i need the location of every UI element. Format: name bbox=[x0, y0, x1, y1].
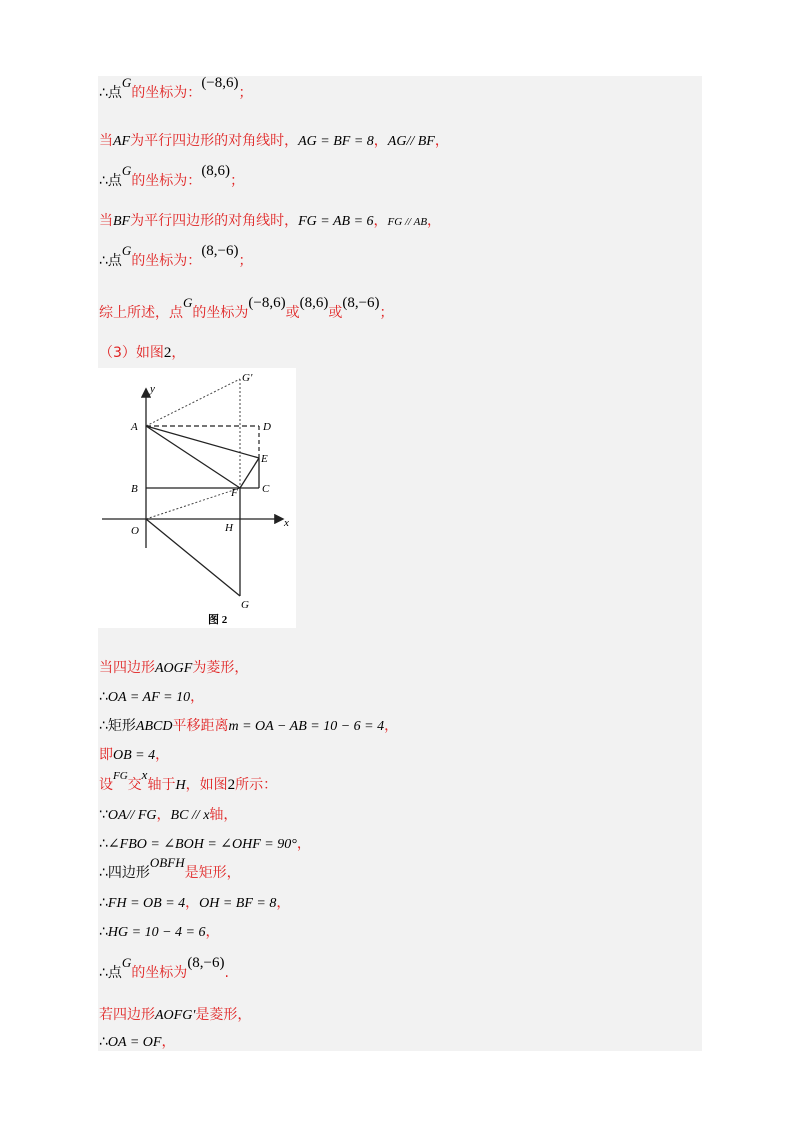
label-g-prime: G' bbox=[242, 372, 253, 384]
line-of bbox=[146, 488, 240, 519]
figure-caption: 图 2 bbox=[208, 614, 228, 626]
line-rect-obfh: ∴四边形OBFH是矩形， bbox=[99, 855, 241, 881]
label-y: y bbox=[150, 383, 155, 395]
label-e: E bbox=[261, 453, 268, 465]
label-d: D bbox=[263, 421, 271, 433]
line-g-coord-1: ∴点G的坐标为：(−8,6)； bbox=[99, 75, 253, 101]
label-b: B bbox=[131, 483, 138, 495]
line-g-coord-2: ∴点G的坐标为：(8,6)； bbox=[99, 163, 245, 189]
line-af-diagonal: 当AF为平行四边形的对角线时，AG = BF = 8，AG// BF， bbox=[99, 133, 449, 149]
line-oa-of: ∴OA = OF， bbox=[99, 1034, 176, 1050]
line-oa-af: ∴OA = AF = 10， bbox=[99, 689, 205, 705]
line-parallel: ∵OA// FG，BC // x轴， bbox=[99, 807, 238, 823]
line-translate: ∴矩形ABCD平移距离m = OA − AB = 10 − 6 = 4， bbox=[99, 718, 399, 734]
line-g-coord-3: ∴点G的坐标为：(8,−6)； bbox=[99, 243, 253, 269]
label-o: O bbox=[131, 525, 139, 537]
line-hg: ∴HG = 10 − 4 = 6， bbox=[99, 924, 220, 940]
line-bf-diagonal: 当BF为平行四边形的对角线时，FG = AB = 6，FG // AB， bbox=[99, 213, 442, 229]
line-fh-oh: ∴FH = OB = 4，OH = BF = 8， bbox=[99, 895, 291, 911]
line-ae bbox=[146, 426, 259, 458]
geometry-diagram bbox=[98, 368, 296, 628]
line-af bbox=[146, 426, 240, 488]
line-fg-intersect: 设$^{FG}$交x轴于H，如图2所示： bbox=[99, 767, 278, 793]
label-g: G bbox=[241, 599, 249, 611]
label-x: x bbox=[284, 517, 289, 529]
line-summary: 综上所述，点G的坐标为(−8,6)或(8,6)或(8,−6)； bbox=[99, 295, 394, 321]
line-ag1 bbox=[146, 379, 240, 426]
line-part3-heading: （3）如图2， bbox=[99, 345, 186, 361]
line-fe bbox=[240, 458, 259, 488]
figure-2 bbox=[98, 368, 296, 628]
line-angles: ∴∠FBO = ∠BOH = ∠OHF = 90°， bbox=[99, 836, 311, 852]
label-f: F bbox=[231, 487, 238, 499]
label-a: A bbox=[131, 421, 138, 433]
line-ob: 即OB = 4， bbox=[99, 747, 170, 763]
line-rhombus-aofg: 若四边形AOFG'是菱形， bbox=[99, 1007, 252, 1023]
label-c: C bbox=[262, 483, 270, 495]
label-h: H bbox=[225, 522, 233, 534]
line-g-coord-final: ∴点G的坐标为(8,−6). bbox=[99, 955, 229, 981]
line-rhombus-aogf: 当四边形AOGF为菱形， bbox=[99, 660, 249, 676]
